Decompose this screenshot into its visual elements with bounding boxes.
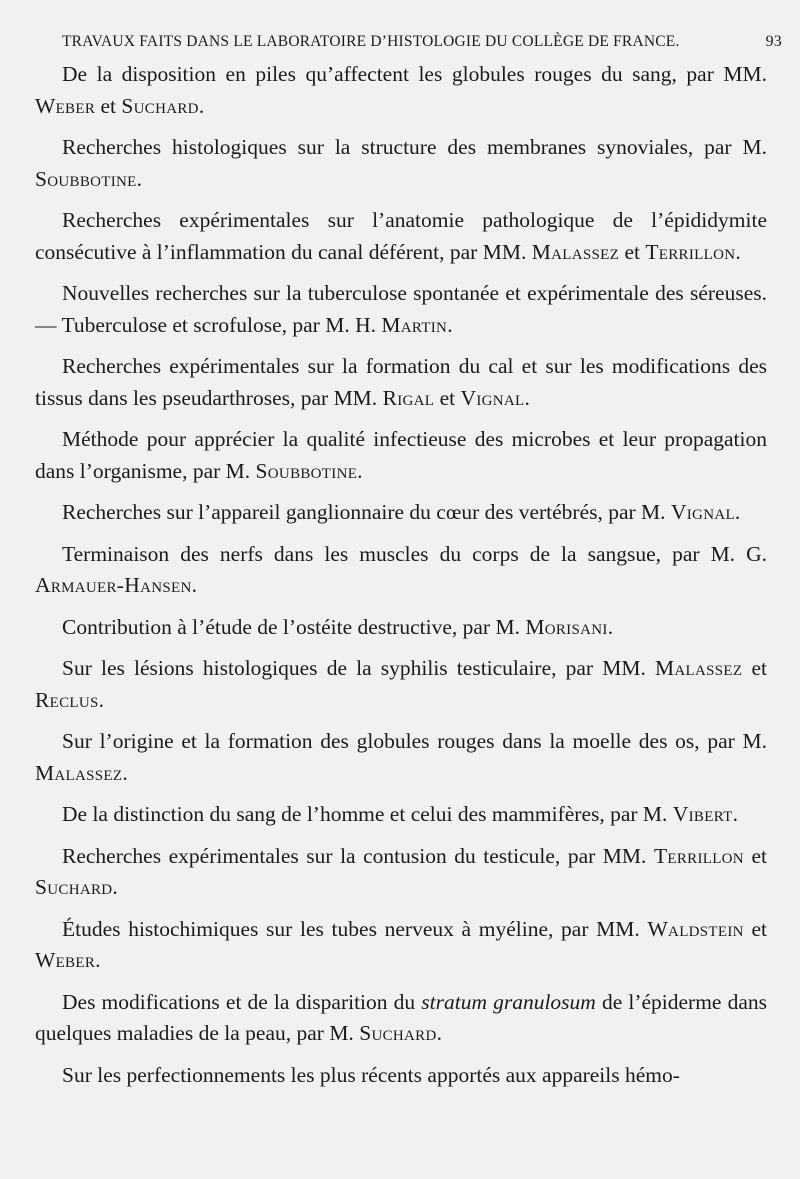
author-name: Vibert xyxy=(672,802,733,826)
author-name: Reclus xyxy=(35,687,99,712)
author-name: Armauer-Hansen xyxy=(35,573,192,597)
author-name: Suchard xyxy=(121,93,199,118)
author-name: Malassez xyxy=(654,656,743,680)
italic-term: stratum granulosum xyxy=(421,989,596,1014)
list-item: Contribution à l’étude de l’ostéite destructive, par M. Morisani. xyxy=(62,614,614,639)
list-item: De la distinction du sang de l’homme et celui des mammifères, par M. Vibert. xyxy=(62,802,738,826)
author-name: Vignal xyxy=(460,385,525,410)
list-item: Nouvelles recherches sur la tuberculose spontanée et expérimentale des séreuses. — Tuberculose et scrofulose, par M. H. Martin. xyxy=(35,281,767,337)
author-name: Terrillon xyxy=(653,843,744,868)
list-item: Recherches sur l’appareil ganglionnaire du cœur des vertébrés, par M. Vignal. xyxy=(62,500,741,524)
author-name: Vignal xyxy=(670,500,735,524)
author-name: Rigal xyxy=(382,385,435,410)
list-item: Méthode pour apprécier la qualité infectieuse des microbes et leur propagation dans l’organisme, par M. Soubbotine. xyxy=(35,427,767,483)
list-item: Des modifications et de la disparition du stratum granulosum de l’épiderme dans quelques maladies de la peau, par M. Suchard. xyxy=(35,989,767,1045)
running-head xyxy=(62,31,782,53)
list-item: Terminaison des nerfs dans les muscles du corps de la sangsue, par M. G. Armauer-Hansen. xyxy=(35,541,767,597)
author-name: Suchard xyxy=(359,1021,437,1045)
author-name: Terrillon xyxy=(645,239,736,264)
list-item: Sur les lésions histologiques de la syphilis testiculaire, par MM. Malassez et Reclus. xyxy=(35,656,767,712)
page-number: 93 xyxy=(765,33,782,50)
list-item: De la disposition en piles qu’affectent les globules rouges du sang, par MM. Weber et Suchard. xyxy=(35,62,767,118)
author-name: Weber xyxy=(35,93,96,118)
author-name: Malassez xyxy=(35,760,123,785)
list-item: Recherches expérimentales sur l’anatomie pathologique de l’épididymite consécutive à l’inflammation du canal déférent, par MM. Malassez et Terrillon. xyxy=(35,208,767,264)
author-name: Soubbotine xyxy=(255,458,358,483)
publication-list xyxy=(35,59,767,1101)
running-title: TRAVAUX FAITS DANS LE LABORATOIRE D’HISTOLOGIE DU COLLÈGE DE FRANCE. xyxy=(62,33,680,50)
author-name: Soubbotine xyxy=(35,166,137,191)
author-name: Malassez xyxy=(531,239,620,264)
author-name: Weber xyxy=(35,948,96,972)
author-name: Morisani xyxy=(525,614,608,639)
list-item: Recherches expérimentales sur la contusion du testicule, par MM. Terrillon et Suchard. xyxy=(35,843,767,899)
list-item: Sur l’origine et la formation des globules rouges dans la moelle des os, par M. Malassez. xyxy=(35,729,767,785)
author-name: Waldstein xyxy=(647,916,744,941)
author-name: Martin xyxy=(381,312,448,337)
list-item: Études histochimiques sur les tubes nerveux à myéline, par MM. Waldstein et Weber. xyxy=(35,916,767,972)
list-item: Recherches histologiques sur la structure des membranes synoviales, par M. Soubbotine. xyxy=(35,135,767,191)
list-item: Recherches expérimentales sur la formation du cal et sur les modifications des tissus dans les pseudarthroses, par MM. Rigal et Vignal. xyxy=(35,354,767,410)
list-item: Sur les perfectionnements les plus récents apportés aux appareils hémo- xyxy=(62,1062,680,1087)
author-name: Suchard xyxy=(35,875,113,899)
